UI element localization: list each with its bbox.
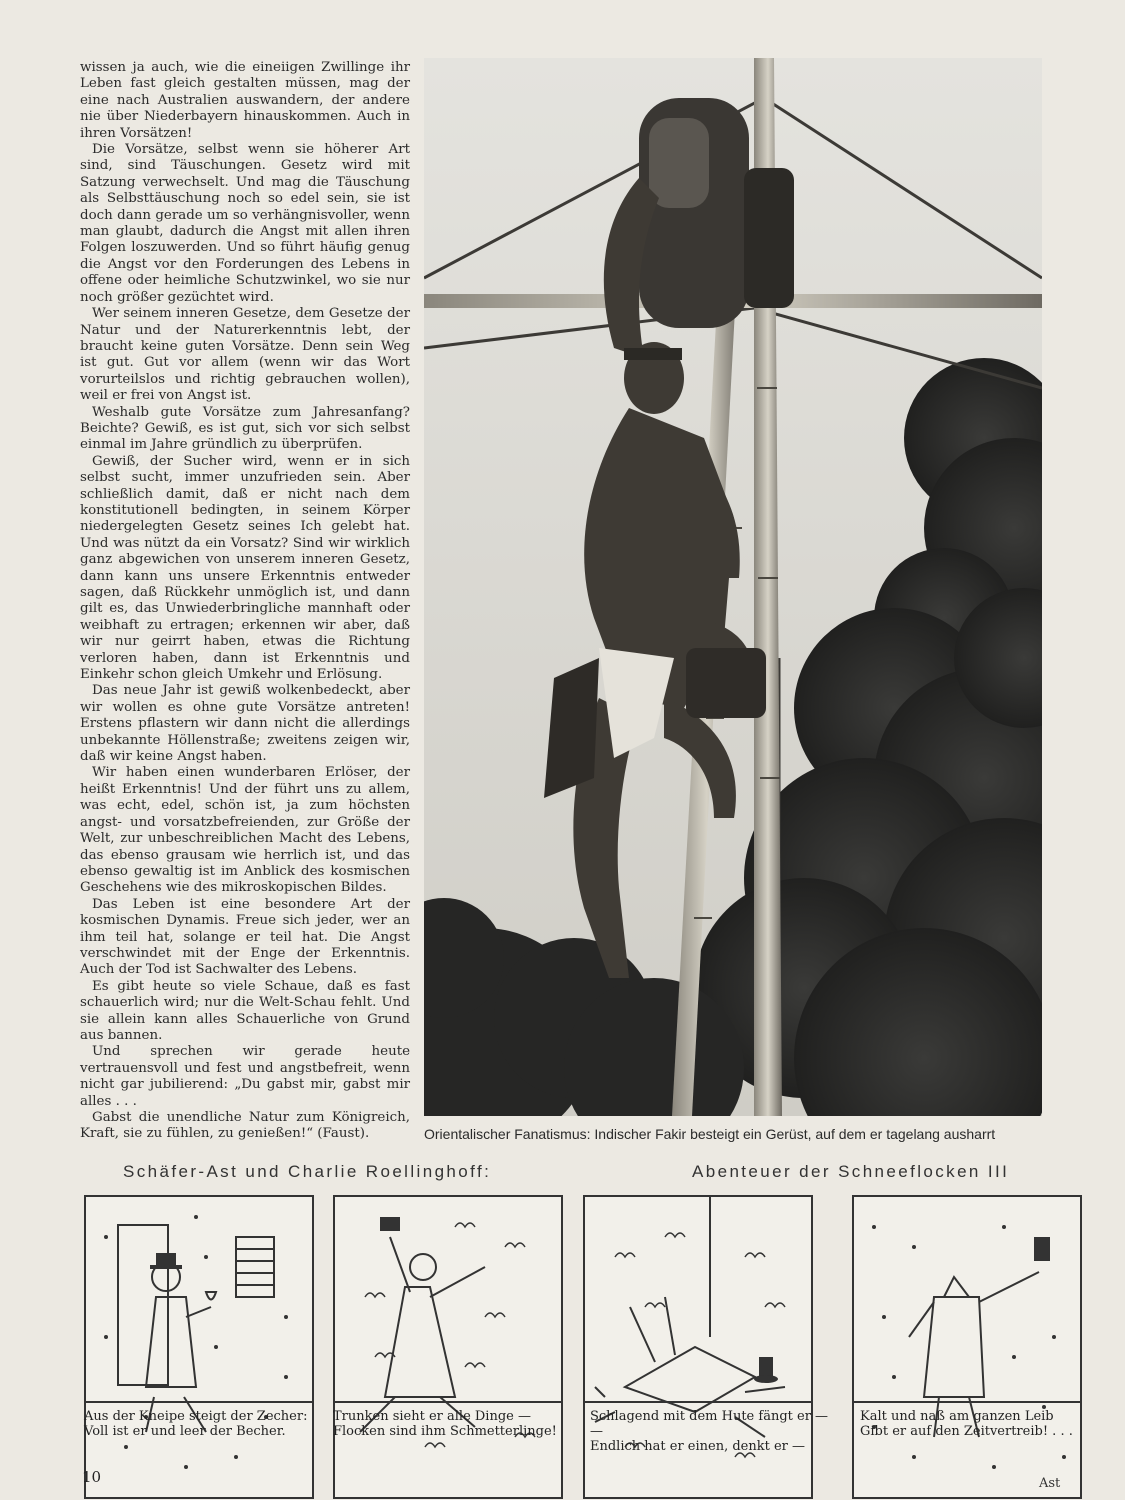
artist-signature: Ast <box>1039 1476 1061 1491</box>
comic-panel-3 <box>583 1195 811 1500</box>
verse-line: Flocken sind ihm Schmetterlinge! <box>333 1424 557 1439</box>
comic-panel-2 <box>333 1195 561 1500</box>
article-paragraph: Die Vorsätze, selbst wenn sie höherer Art sind, sind Täuschungen. Gesetz wird mit Satzung verwechselt. Und mag die Täuschung als Selbsttäuschung noch so edel sein, sie ist doch dann gerade um so verhängnisvoller, wenn man glaubt, dadurch die Angst mit allen ihren Folgen loszuwerden. Und so führt häufig genug die Angst vor den Forderungen des Lebens in offene oder heimliche Schutzwinkel, wo sie nur noch größer gezüchtet wird. <box>80 142 410 305</box>
photo-caption: Orientalischer Fanatismus: Indischer Fakir besteigt ein Gerüst, auf dem er tagelang ausharrt <box>424 1126 996 1142</box>
verse-panel-1 <box>84 1409 329 1439</box>
verse-line: Voll ist er und leer der Becher. <box>84 1424 286 1439</box>
comic-title: Abenteuer der Schneeflocken III <box>692 1162 1010 1181</box>
article-paragraph: Das Leben ist eine besondere Art der kosmischen Dynamis. Freue sich jeder, wer an ihm teil hat, solange er teil hat. Die Angst verschwindet mit der Enge der Erkenntnis. Auch der Tod ist Sachwalter des Lebens. <box>80 896 410 978</box>
article-paragraph: Und sprechen wir gerade heute vertrauensvoll und fest und angstbefreit, wenn nicht gar jubilierend: „Du gabst mir, gabst mir alles . . . <box>80 1044 410 1109</box>
verse-line: Kalt und naß am ganzen Leib <box>860 1409 1054 1424</box>
verse-line: Schlagend mit dem Hute fängt er — — <box>590 1409 829 1439</box>
article-paragraph: Gewiß, der Sucher wird, wenn er in sich selbst sucht, immer unzufrieden sein. Aber schließlich damit, daß er nicht nach dem konstitutionell bedingten, in seinem Körper niedergelegten Gesetz seines Ich gelebt hat. Und was nützt da ein Vorsatz? Sind wir wirklich ganz abgewichen von unserem inneren Gesetz, dann kann uns unsere Erkenntnis entweder sagen, daß Rückkehr unmöglich ist, und dann gilt es, das Unwiederbringliche mannhaft oder weibhaft zu ertragen; erkennen wir aber, daß wir nur geirrt haben, etwas die Richtung verloren haben, dann ist Erkenntnis und Einkehr schon gleich Umkehr und Erlösung. <box>80 453 410 683</box>
article-paragraph: wissen ja auch, wie die eineiigen Zwillinge ihr Leben fast gleich gestalten müssen, mag der eine nach Australien auswandern, der andere nie über Niederbayern hinauskommen. Auch in ihren Vorsätzen! <box>80 60 410 141</box>
verse-line: Gibt er auf den Zeitvertreib! . . . <box>860 1424 1073 1439</box>
article-paragraph: Das neue Jahr ist gewiß wolkenbedeckt, aber wir wollen es ohne gute Vorsätze antreten! Erstens pflastern wir dann nicht die allerdings unbekannte Höllenstraße; zweitens zeigen wir, daß wir keine Angst haben. <box>80 683 410 765</box>
verse-panel-2 <box>333 1409 578 1439</box>
comic-authors: Schäfer-Ast und Charlie Roellinghoff: <box>123 1162 492 1181</box>
verse-line: Endlich hat er einen, denkt er — <box>590 1439 806 1454</box>
verse-line: Trunken sieht er alle Dinge — <box>333 1409 531 1424</box>
verse-panel-4 <box>860 1409 1110 1439</box>
article-paragraph: Gabst die unendliche Natur zum Königreich, Kraft, sie zu fühlen, zu genießen!“ (Faust). <box>80 1110 410 1142</box>
page-number: 10 <box>82 1468 102 1486</box>
article-paragraph: Es gibt heute so viele Schaue, daß es fast schauerlich wird; nur die Welt-Schau fehlt. Und sie allein kann alles Schauerliche von Grund aus bannen. <box>80 978 410 1043</box>
fakir-photo <box>424 58 1042 1116</box>
comic-panel-1 <box>84 1195 312 1500</box>
article-paragraph: Wer seinem inneren Gesetze, dem Gesetze der Natur und der Naturerkenntnis lebt, der braucht keine guten Vorsätze. Denn sein Weg ist gut. Gut vor allem (wenn wir das Wort vorurteilslos und richtig gebrauchen wollen), weil er frei von Angst ist. <box>80 306 410 404</box>
comic-panel-4 <box>852 1195 1080 1500</box>
article-paragraph: Wir haben einen wunderbaren Erlöser, der heißt Erkenntnis! Und der führt uns zu allem, was echt, edel, schön ist, ja zum höchsten angst- und vorsatzbefreienden, zur Größe der Welt, zur unbeschreiblichen Macht des Lebens, das ebenso grausam wie herrlich ist, und das ebenso gewaltig ist im Anblick des kosmischen Geschehens wie des mikroskopischen Bildes. <box>80 765 410 896</box>
verse-line: Aus der Kneipe steigt der Zecher: <box>84 1409 308 1424</box>
article-paragraph: Weshalb gute Vorsätze zum Jahresanfang? Beichte? Gewiß, es ist gut, sich vor sich selbst einmal im Jahre gründlich zu überprüfen. <box>80 404 410 453</box>
article-column <box>80 60 410 1143</box>
verse-panel-3 <box>590 1409 845 1454</box>
